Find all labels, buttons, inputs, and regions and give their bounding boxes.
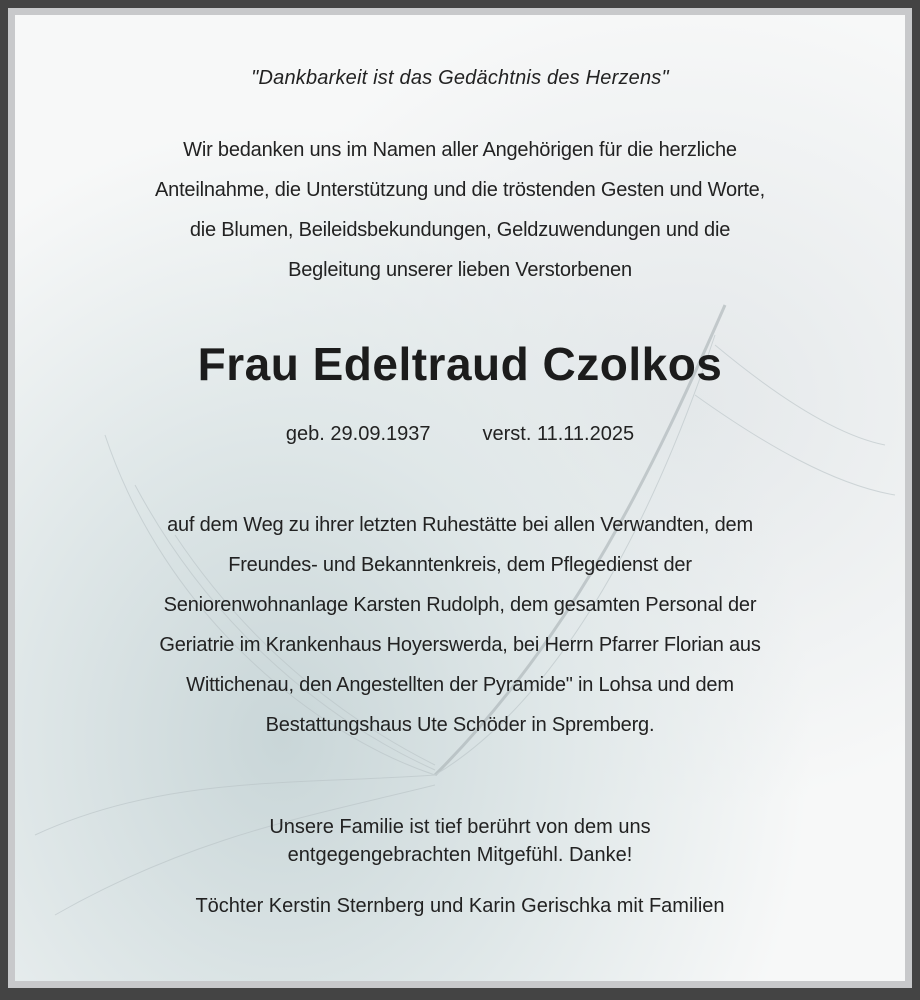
quote: "Dankbarkeit ist das Gedächtnis des Herzens" xyxy=(251,67,669,89)
intro-line: Wir bedanken uns im Namen aller Angehörigen für die herzliche xyxy=(183,139,737,161)
life-dates xyxy=(15,423,905,446)
body-line: Wittichenau, den Angestellten der Pyramide" in Lohsa und dem xyxy=(186,674,734,696)
signature: Töchter Kerstin Sternberg und Karin Gerischka mit Familien xyxy=(195,895,725,917)
notice-card xyxy=(15,15,905,981)
body-line: Seniorenwohnanlage Karsten Rudolph, dem gesamten Personal der xyxy=(163,594,757,616)
closing-line: Unsere Familie ist tief berührt von dem uns xyxy=(269,816,651,838)
intro-line: Anteilnahme, die Unterstützung und die tröstenden Gesten und Worte, xyxy=(155,179,765,201)
intro-line: Begleitung unserer lieben Verstorbenen xyxy=(288,259,632,281)
birth-date: geb. 29.09.1937 xyxy=(285,423,431,445)
body-line: Bestattungshaus Ute Schöder in Spremberg. xyxy=(265,714,655,736)
body-line: Freundes- und Bekanntenkreis, dem Pflegedienst der xyxy=(228,554,692,576)
body-line: Geriatrie im Krankenhaus Hoyerswerda, bei Herrn Pfarrer Florian aus xyxy=(159,634,761,656)
outer-frame xyxy=(8,8,912,988)
body-line: auf dem Weg zu ihrer letzten Ruhestätte bei allen Verwandten, dem xyxy=(167,514,753,536)
intro-paragraph xyxy=(15,130,905,290)
intro-line: die Blumen, Beileidsbekundungen, Geldzuwendungen und die xyxy=(189,219,731,241)
death-date: verst. 11.11.2025 xyxy=(482,423,635,445)
body-paragraph xyxy=(15,505,905,745)
closing-paragraph xyxy=(15,813,905,869)
deceased-name: Frau Edeltraud Czolkos xyxy=(197,338,723,390)
closing-line: entgegengebrachten Mitgefühl. Danke! xyxy=(287,844,633,866)
